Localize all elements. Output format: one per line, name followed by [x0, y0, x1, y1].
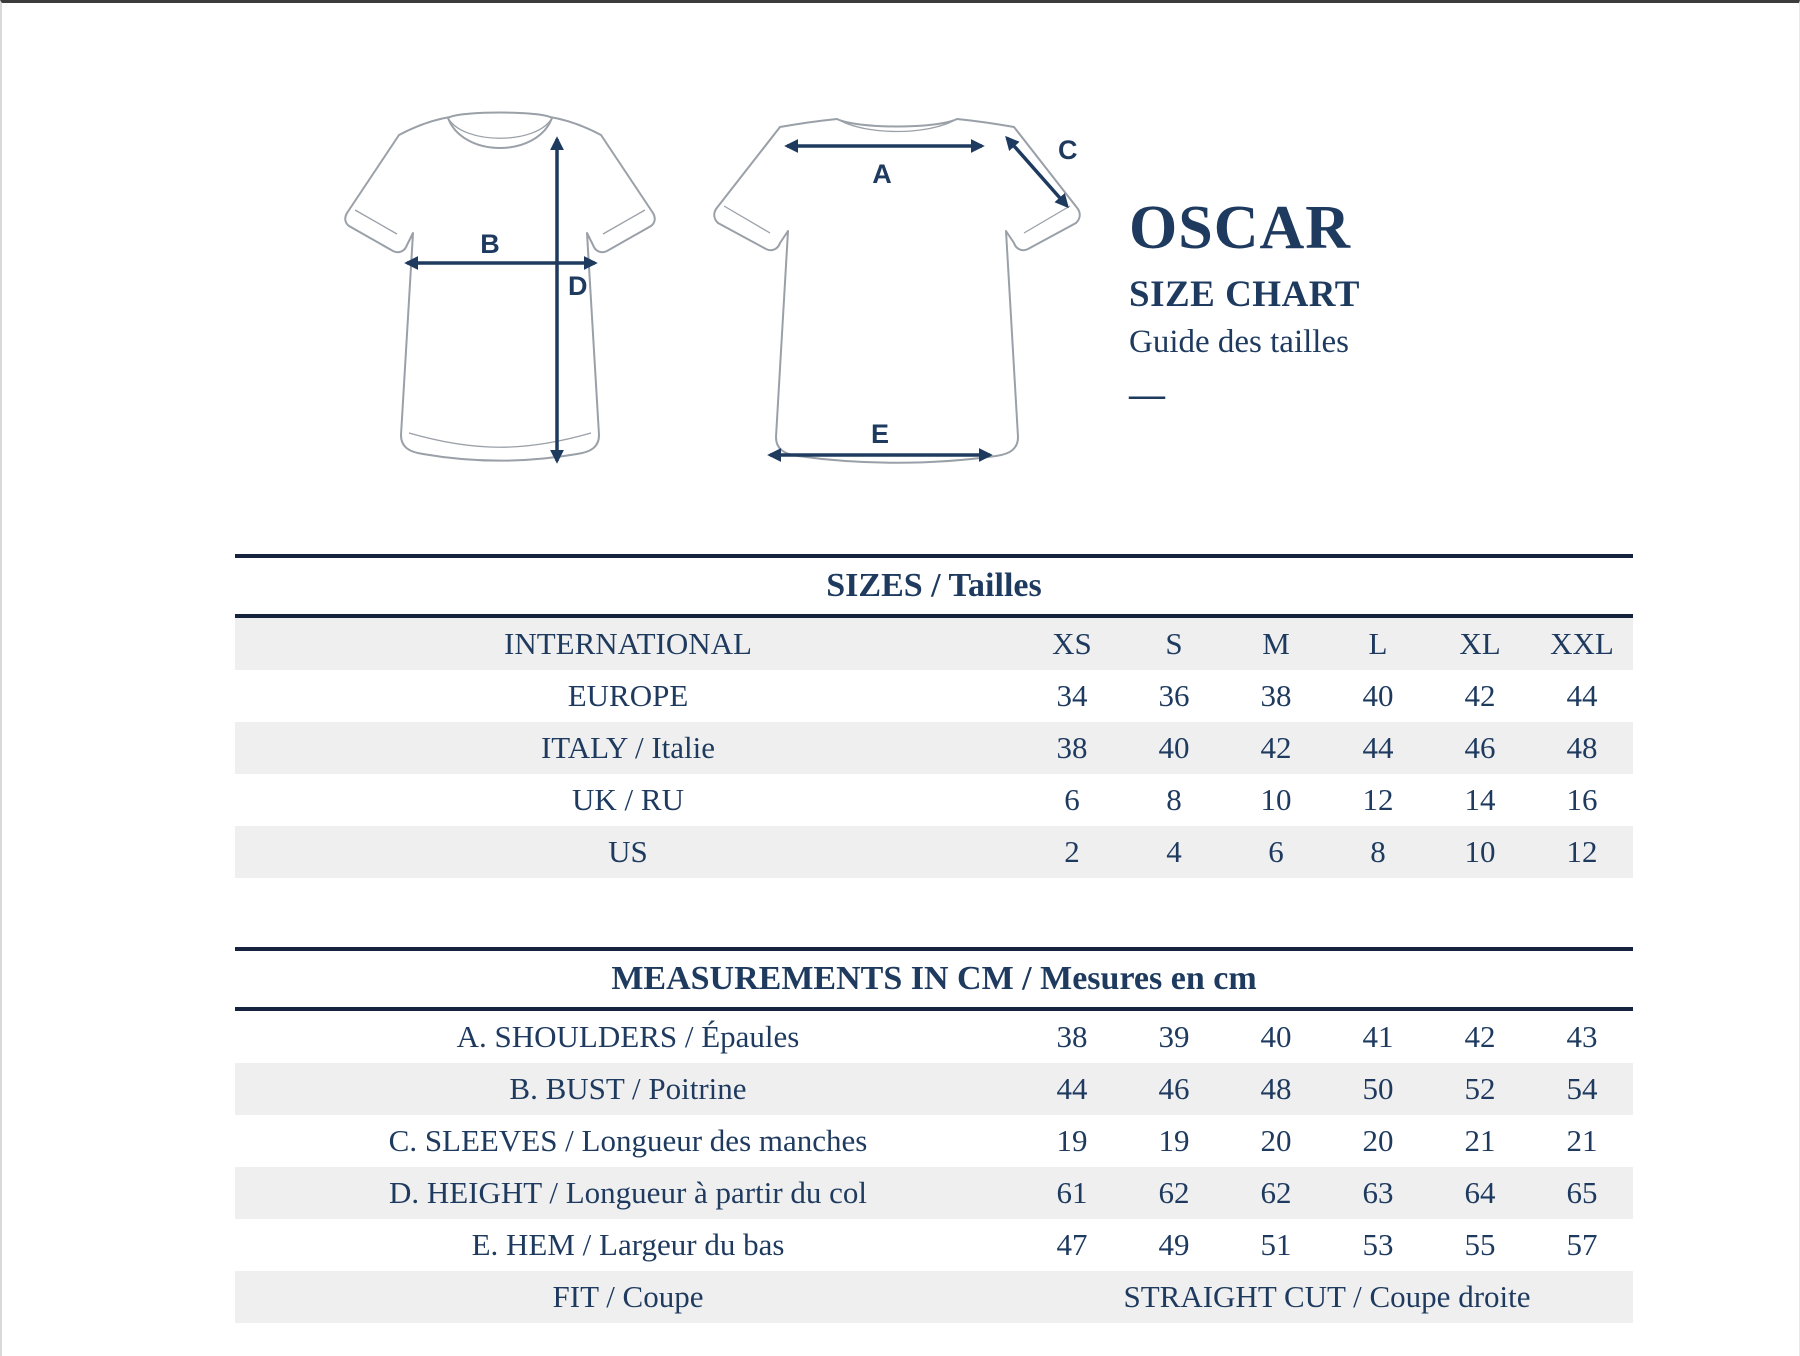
- table-row: [235, 1167, 1633, 1219]
- brand-name: OSCAR: [1129, 194, 1352, 262]
- table-cell: M: [1262, 626, 1290, 661]
- table-cell: 12: [1362, 782, 1394, 817]
- table-cell: 36: [1158, 678, 1190, 713]
- table-cell: 39: [1158, 1019, 1190, 1054]
- table-cell: 38: [1056, 730, 1088, 765]
- row-label: B. BUST / Poitrine: [509, 1071, 747, 1106]
- tshirt-front-collar-outer: [448, 118, 552, 148]
- table-row: [235, 1271, 1633, 1323]
- table-cell: 41: [1362, 1019, 1394, 1054]
- table-cell: 46: [1158, 1071, 1190, 1106]
- table-cell: 4: [1166, 834, 1182, 869]
- measure-label-a: A: [872, 159, 892, 189]
- tshirt-front-cuff-stitch-right: [603, 210, 645, 234]
- table-row: [235, 722, 1633, 774]
- table-cell: 52: [1464, 1071, 1496, 1106]
- tshirt-back-outline: [714, 119, 1079, 463]
- sizes-table-body: [235, 618, 1633, 878]
- measure-label-e: E: [870, 419, 890, 449]
- measurements-table-body: [235, 1011, 1633, 1323]
- row-label: E. HEM / Largeur du bas: [471, 1227, 785, 1262]
- row-label: A. SHOULDERS / Épaules: [456, 1019, 800, 1054]
- table-cell: 19: [1056, 1123, 1088, 1158]
- table-row: [235, 1063, 1633, 1115]
- table-cell: 6: [1064, 782, 1080, 817]
- table-cell: 40: [1158, 730, 1190, 765]
- table-cell: 42: [1260, 730, 1292, 765]
- measure-label-c: C: [1058, 135, 1078, 165]
- table-cell: 8: [1370, 834, 1386, 869]
- table-row: [235, 618, 1633, 670]
- table-cell: 43: [1566, 1019, 1598, 1054]
- table-cell: 2: [1064, 834, 1080, 869]
- table-cell: XXL: [1550, 626, 1614, 661]
- table-cell: 61: [1056, 1175, 1088, 1210]
- table-cell: 20: [1362, 1123, 1394, 1158]
- row-label: ITALY / Italie: [540, 730, 716, 765]
- tshirt-front-cuff-stitch-left: [355, 210, 397, 234]
- table-cell: 40: [1260, 1019, 1292, 1054]
- size-chart-subheading: Guide des tailles: [1129, 324, 1349, 360]
- table-cell: 8: [1166, 782, 1182, 817]
- table-cell: S: [1165, 626, 1183, 661]
- table-row: [235, 1115, 1633, 1167]
- table-cell: 48: [1566, 730, 1598, 765]
- table-row: [235, 670, 1633, 722]
- table-cell: 47: [1056, 1227, 1088, 1262]
- table-cell: 10: [1260, 782, 1292, 817]
- table-row: [235, 826, 1633, 878]
- table-cell: 63: [1362, 1175, 1394, 1210]
- table-cell: 57: [1566, 1227, 1598, 1262]
- table-cell: 64: [1464, 1175, 1496, 1210]
- table-row: [235, 1219, 1633, 1271]
- table-cell: 38: [1260, 678, 1292, 713]
- table-cell: 21: [1566, 1123, 1598, 1158]
- tshirt-front-diagram: [335, 103, 665, 473]
- table-row: [235, 1011, 1633, 1063]
- table-cell: 21: [1464, 1123, 1496, 1158]
- table-cell: 48: [1260, 1071, 1292, 1106]
- table-cell: 19: [1158, 1123, 1190, 1158]
- table-row: [235, 774, 1633, 826]
- measurements-table-title: MEASUREMENTS IN CM / Mesures en cm: [235, 947, 1633, 1011]
- table-cell: 6: [1268, 834, 1284, 869]
- table-cell: 44: [1362, 730, 1394, 765]
- table-cell: 65: [1566, 1175, 1598, 1210]
- table-cell: STRAIGHT CUT / Coupe droite: [1123, 1279, 1531, 1314]
- table-cell: XS: [1052, 626, 1092, 661]
- table-cell: 20: [1260, 1123, 1292, 1158]
- row-label: D. HEIGHT / Longueur à partir du col: [388, 1175, 868, 1210]
- table-cell: 42: [1464, 1019, 1496, 1054]
- sizes-table-title: SIZES / Tailles: [235, 554, 1633, 618]
- table-cell: 34: [1056, 678, 1088, 713]
- table-cell: L: [1368, 626, 1388, 661]
- table-cell: 55: [1464, 1227, 1496, 1262]
- divider-dash: —: [1129, 374, 1165, 414]
- table-cell: 10: [1464, 834, 1496, 869]
- measure-label-b: B: [480, 229, 500, 259]
- tshirt-front-hem-stitch: [409, 433, 591, 447]
- table-cell: 49: [1158, 1227, 1190, 1262]
- row-label: UK / RU: [572, 782, 684, 817]
- row-label: INTERNATIONAL: [504, 626, 752, 661]
- size-chart-heading: SIZE CHART: [1129, 274, 1360, 315]
- table-cell: 46: [1464, 730, 1496, 765]
- measure-label-d: D: [568, 271, 588, 301]
- table-cell: 44: [1056, 1071, 1088, 1106]
- row-label: C. SLEEVES / Longueur des manches: [388, 1123, 868, 1158]
- measurements-table: [235, 947, 1633, 1323]
- table-cell: 44: [1566, 678, 1598, 713]
- tshirt-front-collar-inner: [448, 118, 552, 138]
- row-label: US: [608, 834, 648, 869]
- tshirt-front-outline: [345, 113, 654, 461]
- table-cell: 42: [1464, 678, 1496, 713]
- table-cell: 62: [1158, 1175, 1190, 1210]
- table-cell: 50: [1362, 1071, 1394, 1106]
- table-cell: 40: [1362, 678, 1394, 713]
- row-label: EUROPE: [567, 678, 689, 713]
- table-cell: 12: [1566, 834, 1598, 869]
- table-cell: 54: [1566, 1071, 1598, 1106]
- table-cell: XL: [1459, 626, 1501, 661]
- table-cell: 53: [1362, 1227, 1394, 1262]
- table-cell: 38: [1056, 1019, 1088, 1054]
- table-cell: 51: [1260, 1227, 1292, 1262]
- table-cell: 62: [1260, 1175, 1292, 1210]
- sizes-table: [235, 554, 1633, 878]
- table-cell: 14: [1464, 782, 1496, 817]
- table-cell: 16: [1566, 782, 1598, 817]
- row-label: FIT / Coupe: [552, 1279, 704, 1314]
- brand-block: [1129, 194, 1360, 414]
- tshirt-back-diagram: [702, 103, 1092, 473]
